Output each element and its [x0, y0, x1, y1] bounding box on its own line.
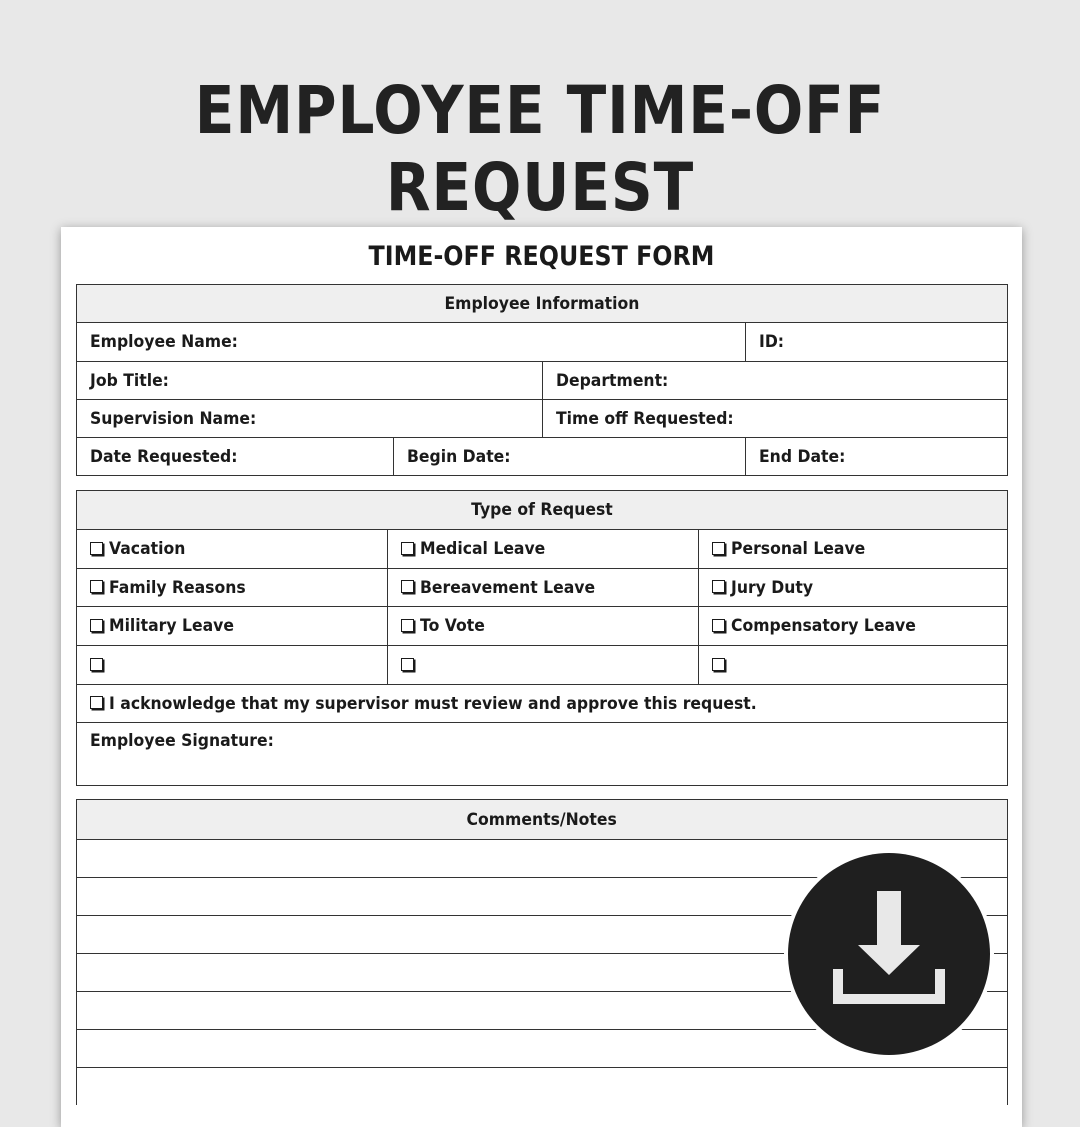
checkbox-icon[interactable]	[90, 542, 103, 555]
job-title-field[interactable]	[77, 362, 542, 399]
option-compensatory-leave[interactable]	[698, 607, 1007, 645]
request-options-row	[77, 529, 1007, 568]
checkbox-icon[interactable]	[90, 619, 103, 632]
employee-information-header	[77, 284, 1007, 322]
acknowledge-label: I acknowledge that my supervisor must review and approve this request.	[109, 693, 757, 714]
supervision-row	[77, 399, 1007, 437]
request-options-blank-row	[77, 645, 1007, 684]
acknowledge-row	[77, 684, 1007, 722]
section-header-label: Employee Information	[444, 293, 640, 314]
option-label: Bereavement Leave	[420, 577, 596, 598]
option-military-leave[interactable]	[77, 607, 387, 645]
checkbox-icon[interactable]	[712, 658, 725, 671]
employee-signature-field[interactable]	[77, 723, 1007, 785]
option-jury-duty[interactable]	[698, 569, 1007, 606]
employee-information-section	[76, 284, 1008, 476]
time-off-requested-field[interactable]	[542, 400, 1007, 437]
checkbox-icon[interactable]	[90, 696, 103, 709]
supervision-name-field[interactable]	[77, 400, 542, 437]
begin-date-field[interactable]	[393, 438, 745, 475]
option-family-reasons[interactable]	[77, 569, 387, 606]
date-requested-field[interactable]	[77, 438, 393, 475]
option-label: To Vote	[420, 616, 485, 636]
option-vacation[interactable]	[77, 530, 387, 568]
form-title: TIME-OFF REQUEST FORM	[368, 241, 715, 272]
download-button[interactable]	[788, 853, 990, 1055]
dates-row	[77, 437, 1007, 476]
download-icon	[788, 853, 990, 1055]
request-options-row	[77, 606, 1007, 645]
comments-header	[77, 799, 1007, 839]
option-label: Compensatory Leave	[731, 616, 916, 636]
type-of-request-header	[77, 490, 1007, 529]
option-label: Medical Leave	[420, 539, 546, 559]
option-label: Military Leave	[109, 616, 234, 636]
id-field[interactable]	[745, 323, 1007, 361]
option-to-vote[interactable]	[387, 607, 698, 645]
department-label: Department:	[556, 370, 669, 391]
checkbox-icon[interactable]	[90, 658, 103, 671]
option-other-2[interactable]	[387, 646, 698, 684]
end-date-field[interactable]	[745, 438, 1007, 475]
job-title-row	[77, 361, 1007, 399]
time-off-requested-label: Time off Requested:	[556, 408, 734, 429]
department-field[interactable]	[542, 362, 1007, 399]
checkbox-icon[interactable]	[90, 580, 103, 593]
begin-date-label: Begin Date:	[407, 446, 511, 467]
type-of-request-section	[76, 490, 1008, 786]
signature-row	[77, 722, 1007, 786]
checkbox-icon[interactable]	[401, 658, 414, 671]
checkbox-icon[interactable]	[401, 542, 414, 555]
option-medical-leave[interactable]	[387, 530, 698, 568]
checkbox-icon[interactable]	[712, 542, 725, 555]
supervision-name-label: Supervision Name:	[90, 408, 257, 429]
option-label: Vacation	[109, 539, 186, 559]
option-bereavement-leave[interactable]	[387, 569, 698, 606]
option-label: Personal Leave	[731, 539, 866, 559]
comment-line[interactable]	[77, 1067, 1007, 1105]
section-header-label: Type of Request	[471, 500, 613, 520]
end-date-label: End Date:	[759, 446, 846, 467]
checkbox-icon[interactable]	[401, 619, 414, 632]
section-header-label: Comments/Notes	[466, 809, 618, 830]
banner-title: EMPLOYEE TIME-OFF REQUEST	[194, 72, 886, 226]
option-label: Jury Duty	[731, 577, 814, 598]
employee-signature-label: Employee Signature:	[90, 731, 274, 751]
employee-name-field[interactable]	[77, 323, 745, 361]
checkbox-icon[interactable]	[401, 580, 414, 593]
employee-name-label: Employee Name:	[90, 332, 238, 352]
option-other-1[interactable]	[77, 646, 387, 684]
option-label: Family Reasons	[109, 577, 246, 598]
request-options-row	[77, 568, 1007, 606]
id-label: ID:	[759, 332, 785, 352]
checkbox-icon[interactable]	[712, 619, 725, 632]
acknowledge-checkbox-field[interactable]	[77, 685, 1007, 722]
job-title-label: Job Title:	[90, 370, 169, 391]
employee-name-row	[77, 322, 1007, 361]
checkbox-icon[interactable]	[712, 580, 725, 593]
option-personal-leave[interactable]	[698, 530, 1007, 568]
option-other-3[interactable]	[698, 646, 1007, 684]
date-requested-label: Date Requested:	[90, 446, 238, 467]
